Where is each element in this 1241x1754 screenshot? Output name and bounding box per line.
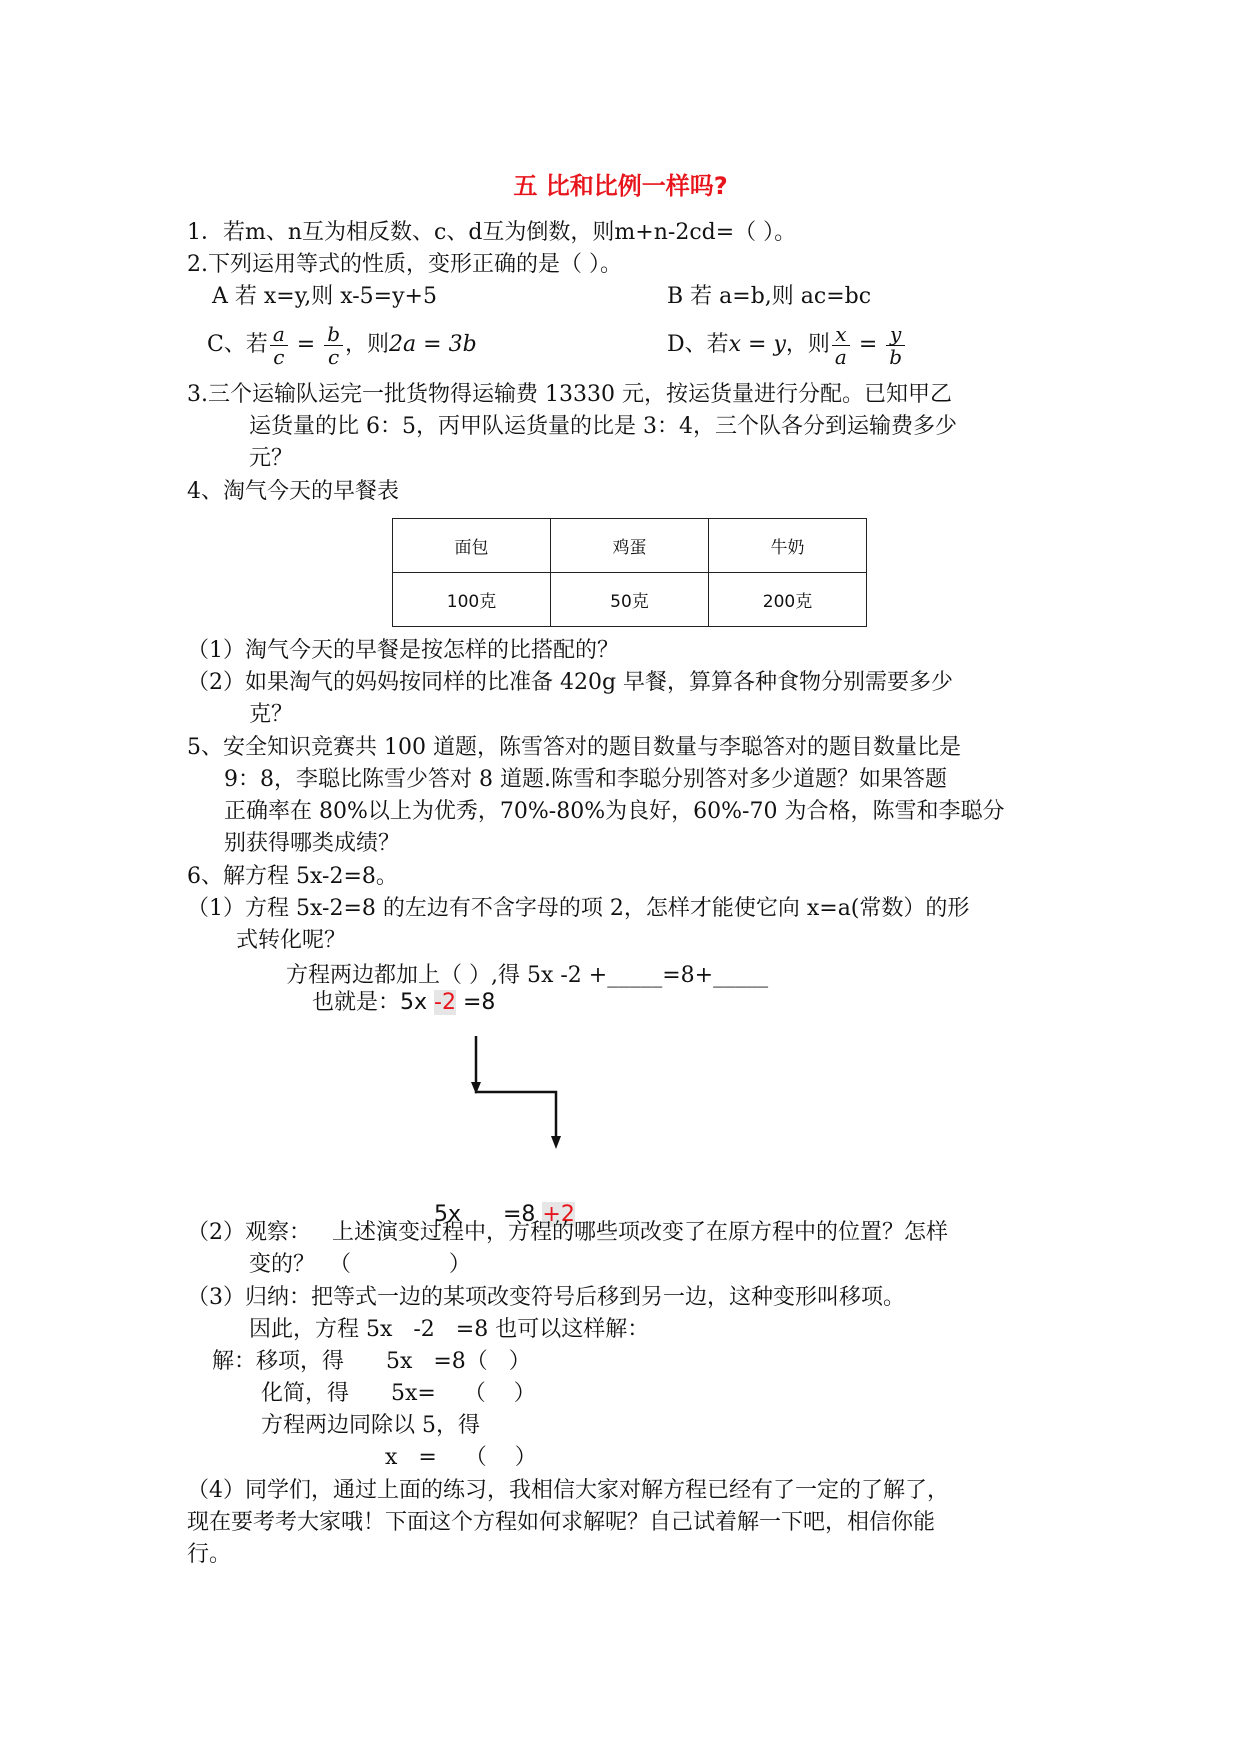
denominator-a: a	[834, 344, 847, 369]
option-d-mid: ，则	[785, 332, 830, 357]
option-c-result: 2a = 3b	[389, 332, 477, 357]
denominator-b: b	[889, 344, 903, 369]
table-cell: 200克	[709, 573, 867, 627]
denominator-c: c	[273, 344, 285, 369]
diagram-top-prefix: 也就是：5x	[312, 990, 435, 1015]
moved-term-result: +2	[542, 1202, 575, 1227]
question-6-part-2-line-2: 变的？ （ ）	[249, 1252, 471, 1277]
page-title: 五 比和比例一样吗?	[513, 172, 728, 200]
question-3-line-2: 运货量的比 6：5，丙甲队运货量的比是 3：4，三个队各分到运输费多少	[249, 414, 957, 439]
option-d-prefix: D、若	[667, 332, 729, 357]
question-6-part-4-line-1: （4）同学们，通过上面的练习，我相信大家对解方程已经有了一定的了解了，	[187, 1478, 949, 1503]
table-cell: 100克	[393, 573, 551, 627]
denominator-c: c	[328, 344, 340, 369]
question-2-stem: 2.下列运用等式的性质，变形正确的是（ ）。	[187, 252, 622, 277]
numerator-y: y	[886, 323, 905, 346]
option-d-equation: x = y	[728, 332, 786, 357]
question-6-part-2-line-1: （2）观察： 上述演变过程中，方程的哪些项改变了在原方程中的位置？怎样	[187, 1220, 948, 1245]
diagram-top-suffix: =8	[455, 990, 496, 1015]
question-5-line-1: 5、安全知识竞赛共 100 道题，陈雪答对的题目数量与李聪答对的题目数量比是	[187, 735, 961, 760]
question-2-option-b: B 若 a=b,则 ac=bc	[667, 284, 872, 309]
moved-term-original: -2	[434, 990, 456, 1015]
question-6-part-1-line-3: 方程两边都加上（ ）,得 5x -2 +_____=8+_____	[286, 963, 769, 988]
numerator-x: x	[832, 323, 850, 346]
question-6-part-4-line-2: 现在要考考大家哦！下面这个方程如何求解呢？自己试着解一下吧，相信你能	[187, 1510, 936, 1535]
question-3-line-1: 3.三个运输队运完一批货物得运输费 13330 元，按运货量进行分配。已知甲乙	[187, 382, 952, 407]
solution-step-3: 方程两边同除以 5，得	[261, 1413, 480, 1438]
option-c-mid: ，则	[345, 332, 390, 357]
equals-sign: =	[296, 332, 316, 357]
question-3-line-3: 元？	[249, 446, 294, 471]
question-5-line-3: 正确率在 80%以上为优秀，70%-80%为良好，60%-70 为合格，陈雪和李聪分	[224, 799, 1005, 824]
question-6-part-1-line-2: 式转化呢？	[236, 928, 347, 953]
question-1: 1．若m、n互为相反数、c、d互为倒数，则m+n-2cd=（ ）。	[187, 220, 797, 245]
table-header-cell: 面包	[393, 519, 551, 573]
question-5-line-4: 别获得哪类成绩？	[224, 831, 401, 856]
table-cell: 50克	[551, 573, 709, 627]
table-header-cell: 鸡蛋	[551, 519, 709, 573]
solution-step-1: 解：移项，得 5x =8（ ）	[212, 1349, 531, 1374]
question-5-line-2: 9：8，李聪比陈雪少答对 8 道题.陈雪和李聪分别答对多少道题？如果答题	[224, 767, 947, 792]
question-4-part-2-line-2: 克？	[249, 702, 294, 727]
question-6-part-3-line-1: （3）归纳：把等式一边的某项改变符号后移到另一边，这种变形叫移项。	[187, 1285, 905, 1310]
numerator-a: a	[270, 323, 288, 346]
option-c-prefix: C、若	[207, 332, 268, 357]
question-4-part-2-line-1: （2）如果淘气的妈妈按同样的比准备 420g 早餐，算算各种食物分别需要多少	[187, 670, 954, 695]
question-6-part-4-line-3: 行。	[187, 1542, 232, 1567]
numerator-b: b	[324, 323, 343, 346]
solution-step-4: x = （ ）	[385, 1445, 537, 1470]
question-4-part-1: （1）淘气今天的早餐是按怎样的比搭配的？	[187, 638, 619, 663]
diagram-bottom-prefix: 5x =8	[434, 1202, 543, 1227]
question-4-stem: 4、淘气今天的早餐表	[187, 479, 399, 504]
question-2-option-a: A 若 x=y,则 x-5=y+5	[212, 284, 437, 309]
table-header-cell: 牛奶	[709, 519, 867, 573]
question-6-part-1-line-1: （1）方程 5x-2=8 的左边有不含字母的项 2，怎样才能使它向 x=a(常数）的形	[187, 896, 970, 921]
solution-step-2: 化简，得 5x= （ ）	[261, 1381, 536, 1406]
question-6-part-3-line-2: 因此，方程 5x -2 =8 也可以这样解：	[249, 1317, 650, 1342]
question-6-stem: 6、解方程 5x-2=8。	[187, 864, 398, 889]
equals-sign: =	[858, 332, 878, 357]
